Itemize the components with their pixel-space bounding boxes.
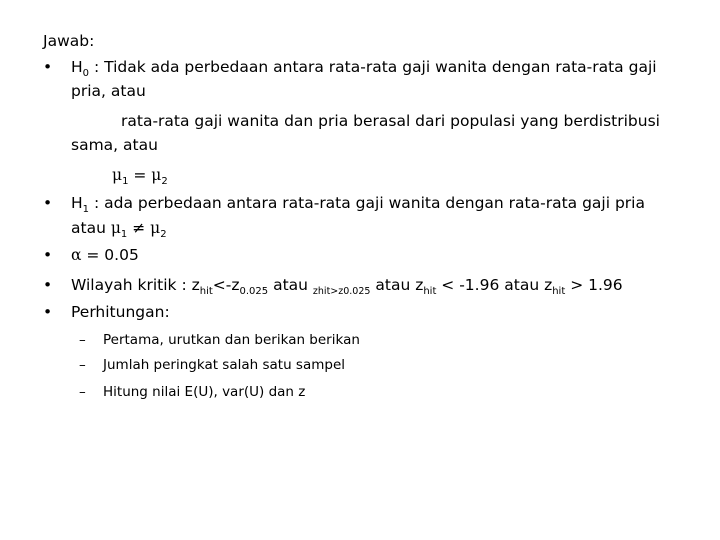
wilayah-sub: hit	[199, 286, 213, 297]
not-equal-sign: ≠	[127, 219, 151, 237]
alpha-symbol: α	[71, 246, 82, 264]
wilayah-text: > 1.96	[565, 276, 623, 294]
step-item: Hitung nilai E(U), var(U) dan z	[103, 384, 306, 400]
h1-text1: : ada perbedaan antara rata-rata gaji wanita dengan rata-rata gaji pria	[89, 194, 645, 212]
wilayah-sub: hit	[423, 286, 437, 297]
bullet: •	[43, 276, 53, 294]
equals-sign: =	[128, 166, 152, 184]
bullet: •	[43, 246, 53, 264]
h1-sub: 1	[82, 204, 90, 215]
h0-line4: sama, atau	[71, 136, 158, 154]
mu-symbol: μ	[150, 219, 161, 237]
bullet: •	[43, 58, 53, 76]
h0-equation	[112, 165, 168, 188]
wilayah-text: < -1.96 atau z	[436, 276, 553, 294]
alpha-value: = 0.05	[81, 246, 139, 264]
mu-sub-1: 1	[122, 176, 129, 187]
h1-atau: atau	[71, 219, 111, 237]
h0-text1: : Tidak ada perbedaan antara rata-rata gaji wanita dengan rata-rata gaji	[89, 58, 657, 76]
bullet: •	[43, 303, 53, 321]
h0-h: H	[71, 58, 83, 76]
wilayah-text: Wilayah kritik : z	[71, 276, 200, 294]
mu-symbol: μ	[110, 219, 121, 237]
dash: –	[79, 332, 86, 348]
mu-sub-2: 2	[160, 229, 167, 240]
h0-line1	[71, 57, 657, 80]
heading: Jawab:	[43, 32, 95, 50]
bullet: •	[43, 194, 53, 212]
step-item: Jumlah peringkat salah satu sampel	[103, 357, 346, 373]
h1-line1	[71, 193, 645, 216]
step-item: Pertama, urutkan dan berikan berikan	[103, 332, 360, 348]
wilayah-sub: zhit>z0.025	[312, 286, 371, 297]
alpha-line	[71, 245, 139, 265]
h1-h: H	[71, 194, 83, 212]
wilayah-text: <-z	[212, 276, 240, 294]
h0-sub: 0	[82, 68, 90, 79]
mu-sub-1: 1	[120, 229, 128, 240]
h0-line2: pria, atau	[71, 82, 146, 100]
h1-line2	[71, 218, 167, 241]
wilayah-sub: 0.025	[239, 286, 269, 297]
wilayah-text: atau	[268, 276, 313, 294]
h0-line3: rata-rata gaji wanita dan pria berasal dari populasi yang berdistribusi	[121, 112, 660, 130]
dash: –	[79, 384, 86, 400]
dash: –	[79, 357, 86, 373]
wilayah-text: atau z	[370, 276, 424, 294]
wilayah-sub: hit	[552, 286, 566, 297]
wilayah-kritik-line	[71, 275, 623, 298]
mu-sub-2: 2	[161, 176, 168, 187]
mu-symbol: μ	[151, 166, 162, 184]
mu-symbol: μ	[112, 166, 123, 184]
perhitungan-label: Perhitungan:	[71, 303, 170, 321]
